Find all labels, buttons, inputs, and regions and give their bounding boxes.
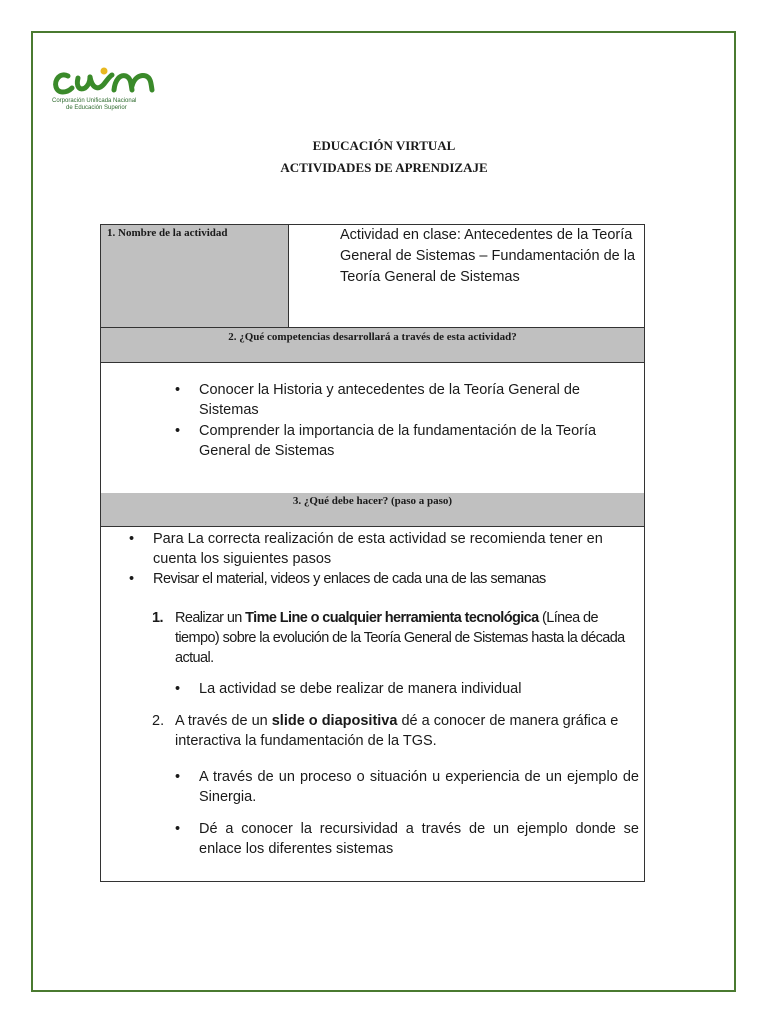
- step-1-post: (Línea de tiempo) sobre la evolución de la Teoría General de Sistemas hasta la década actual.: [175, 610, 625, 666]
- step-2-sublist: [199, 767, 639, 871]
- step-2-pre: A través de un: [175, 713, 272, 729]
- steps-intro-list: [153, 529, 638, 589]
- step-1-number: 1.: [152, 610, 163, 626]
- list-item: • La actividad se debe realizar de manera individual: [199, 679, 639, 699]
- activity-name-value: Actividad en clase: Antecedentes de la Teoría General de Sistemas – Fundamentación de la Teoría General de Sistemas: [340, 227, 636, 285]
- list-item: • Para La correcta realización de esta actividad se recomienda tener en cuenta los siguientes pasos: [153, 529, 638, 569]
- steps-heading: 3. ¿Qué debe hacer? (paso a paso): [101, 493, 644, 527]
- logo-caption-line2: de Educación Superior: [66, 105, 127, 111]
- competencies-heading: 2. ¿Qué competencias desarrollará a través de esta actividad?: [101, 327, 644, 363]
- step-1-sublist: [199, 679, 639, 699]
- step-2: [152, 711, 640, 751]
- list-item: • A través de un proceso o situación u experiencia de un ejemplo de Sinergia.: [199, 767, 639, 807]
- logo-caption: [52, 98, 170, 112]
- cun-logo-mark: [52, 66, 170, 100]
- step-1-pre: Realizar un: [175, 610, 246, 626]
- step-1-bold: Time Line o cualquier herramienta tecnológica: [245, 610, 539, 626]
- activity-table: [100, 224, 645, 882]
- competencies-list: [199, 380, 639, 462]
- document-title-line1: EDUCACIÓN VIRTUAL: [312, 138, 456, 153]
- activity-name-label: 1. Nombre de la actividad: [101, 225, 289, 327]
- list-item: • Revisar el material, videos y enlaces de cada una de las semanas: [153, 569, 638, 589]
- list-item: • Conocer la Historia y antecedentes de la Teoría General de Sistemas: [199, 380, 639, 420]
- logo-caption-line1: Corporación Unificada Nacional: [52, 98, 137, 104]
- list-item: • Dé a conocer la recursividad a través de un ejemplo donde se enlace los diferentes sistemas: [199, 819, 639, 859]
- svg-text:cun: cun: [52, 66, 54, 67]
- step-2-number: 2.: [152, 713, 165, 729]
- step-2-bold: slide o diapositiva: [271, 713, 398, 729]
- list-item: • Comprender la importancia de la fundamentación de la Teoría General de Sistemas: [199, 421, 639, 461]
- step-2-post: dé a conocer de manera gráfica e interactiva la fundamentación de la TGS.: [175, 713, 619, 749]
- step-1: [152, 608, 640, 668]
- document-title-line2: ACTIVIDADES DE APRENDIZAJE: [280, 160, 488, 175]
